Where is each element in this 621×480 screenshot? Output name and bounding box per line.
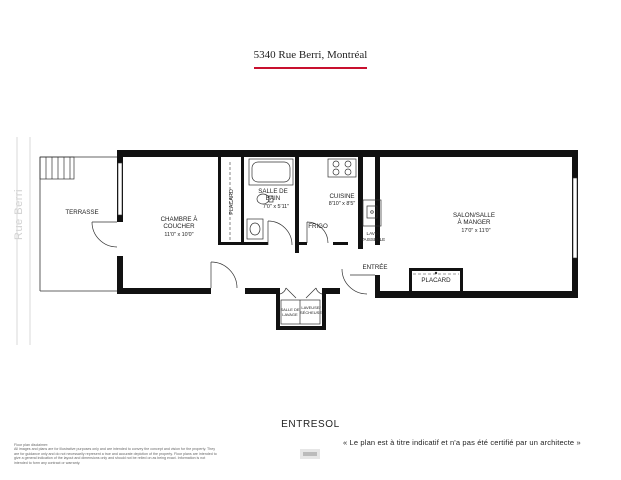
company-logo-icon <box>300 449 320 459</box>
terrasse-area <box>40 157 117 291</box>
closet-rods <box>230 162 459 274</box>
disclaimer-note: « Le plan est à titre indicatif et n'a pas été certifié par un architecte » <box>343 438 581 447</box>
street-lines <box>17 137 30 345</box>
label-sdb-1: SALLE DE <box>258 188 288 195</box>
dims-sdb: 7'0" x 5'11" <box>262 204 290 210</box>
label-lave-1: LAVE- <box>366 231 380 236</box>
label-chambre-2: COUCHER <box>163 223 195 230</box>
floor-plan-disclaimer <box>14 443 219 465</box>
label-laveuse-1: LAVEUSE/ <box>301 305 321 310</box>
label-terrasse: TERRASSE <box>65 209 99 216</box>
disclaimer-body: All images and plans are for illustrative purposes only and are intended to convey the concept and vision for the property. They are for guidance only and do not necessarily represent a true and accurate depiction of the property. Floor plans are intended to give a general indication of the layout and dimensions only and should not be relied on as being exact. Information is not intended to form any contract or warranty. <box>14 447 217 465</box>
dims-salon: 17'0" x 11'0" <box>461 228 491 234</box>
terrasse-stairs <box>40 157 74 179</box>
street-label: Rue Berri <box>13 189 25 240</box>
dims-chambre: 11'0" x 10'0" <box>164 232 194 238</box>
plan-title: 5340 Rue Berri, Montréal <box>253 49 368 61</box>
dims-cuisine: 8'10" x 8'5" <box>328 201 356 207</box>
label-lave-2: VAISSELLE <box>360 237 386 242</box>
label-sdb-2: BAIN <box>265 195 281 202</box>
disclaimer-title: Floor plan disclaimer: <box>14 443 49 447</box>
label-placard-1: PLACARD <box>229 189 235 215</box>
level-label: ENTRESOL <box>281 419 340 430</box>
label-laveuse-2: SÉCHEUSE <box>299 310 323 315</box>
label-salon-2: À MANGER <box>457 219 491 226</box>
label-cuisine: CUISINE <box>329 193 355 200</box>
label-salon-1: SALON/SALLE <box>453 212 495 219</box>
label-placard-2: PLACARD <box>421 277 451 284</box>
counter-mark <box>435 272 437 274</box>
label-frigo: FRIGO <box>308 223 328 230</box>
label-lavage-2: LAVAGE <box>282 312 298 317</box>
label-lavage-1: SALLE DE <box>280 307 300 312</box>
label-entree: ENTRÉE <box>362 264 388 271</box>
label-chambre-1: CHAMBRE À <box>160 216 198 223</box>
door-swings <box>92 221 375 298</box>
